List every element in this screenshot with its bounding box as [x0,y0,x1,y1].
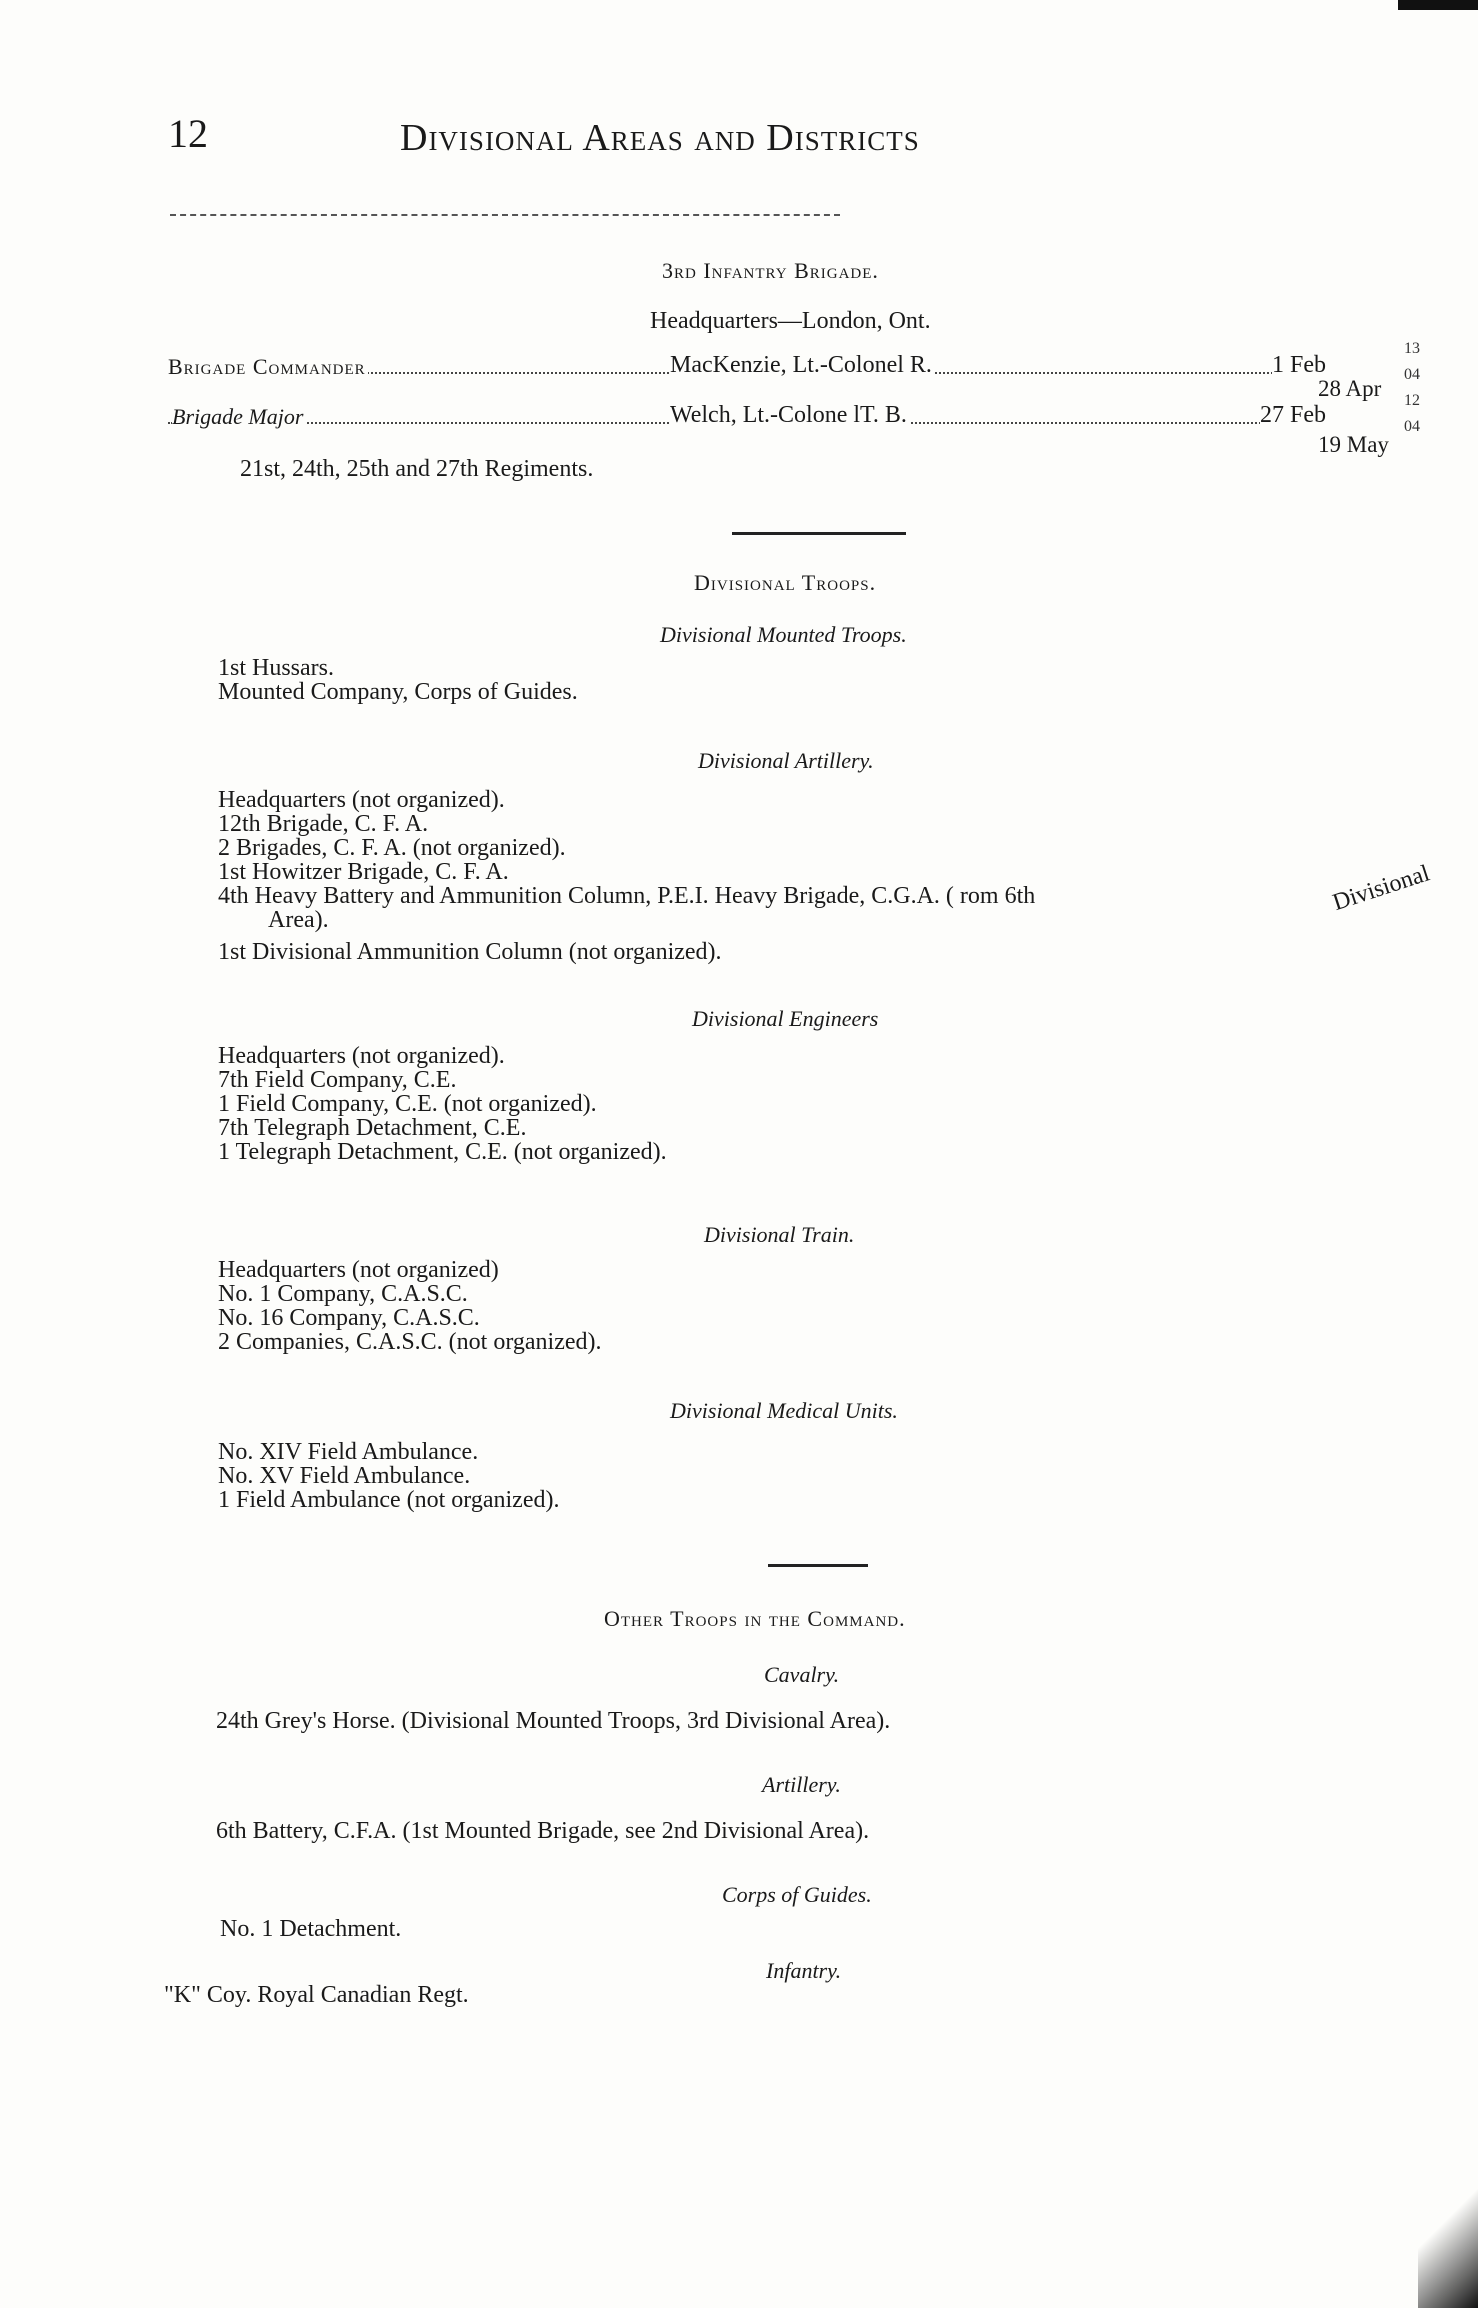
brigade-major-name: Welch, Lt.-Colone lT. B. [670,402,907,428]
engineers-list [218,1044,667,1164]
list-item: 1 Field Ambulance (not organized). [218,1487,560,1513]
guides-heading: Corps of Guides. [722,1882,872,1907]
other-troops-heading: Other Troops in the Command. [604,1606,906,1631]
cavalry-text: 24th Grey's Horse. (Divisional Mounted Troops, 3rd Divisional Area). [216,1708,891,1734]
brigade-major-date: 27 Feb [1260,402,1326,428]
infantry-heading: Infantry. [766,1958,842,1983]
brigade-extra-date-2: 19 May [1318,432,1389,457]
brigade-commander-row [168,352,1328,382]
section-divider [732,532,906,535]
margin-year: 12 [1404,392,1420,409]
list-item: 1st Hussars. [218,655,335,681]
list-item: No. XIV Field Ambulance. [218,1439,479,1465]
other-artillery-heading: Artillery. [762,1772,841,1797]
margin-year: 04 [1404,366,1420,383]
header-divider [170,214,840,216]
list-item: No. 16 Company, C.A.S.C. [218,1305,480,1331]
artillery-list [218,788,1035,964]
list-item: 1 Field Company, C.E. (not organized). [218,1091,597,1117]
other-artillery-text: 6th Battery, C.F.A. (1st Mounted Brigade, see 2nd Divisional Area). [216,1818,870,1844]
list-item: Headquarters (not organized) [218,1257,499,1283]
infantry-text: "K" Coy. Royal Canadian Regt. [164,1982,469,2008]
brigade-commander-role: Brigade Commander [168,354,366,379]
brigade-commander-date: 1 Feb [1272,352,1326,378]
list-item: No. XV Field Ambulance. [218,1463,471,1489]
train-list [218,1258,602,1354]
brigade-headquarters: Headquarters—London, Ont. [650,308,931,334]
margin-year: 13 [1404,340,1420,357]
list-item: 7th Telegraph Detachment, C.E. [218,1115,527,1141]
artillery-overflow-word: Divisional [1329,860,1433,917]
list-item: 4th Heavy Battery and Ammunition Column, P.E.I. Heavy Brigade, C.G.A. ( rom 6th [218,883,1036,909]
list-item: 1st Divisional Ammunition Column (not organized). [218,939,722,965]
brigade-heading: 3rd Infantry Brigade. [662,258,879,283]
train-heading: Divisional Train. [704,1222,855,1247]
list-item: 2 Brigades, C. F. A. (not organized). [218,835,566,861]
brigade-commander-name: MacKenzie, Lt.-Colonel R. [670,352,932,378]
guides-text: No. 1 Detachment. [220,1916,402,1942]
mounted-heading: Divisional Mounted Troops. [660,622,907,647]
list-item: 7th Field Company, C.E. [218,1067,457,1093]
list-item: Headquarters (not organized). [218,787,505,813]
medical-list [218,1440,559,1512]
mounted-list [218,656,578,704]
margin-years [1404,336,1420,440]
list-item: Area). [268,907,329,933]
artillery-heading: Divisional Artillery. [698,748,874,773]
page-title: Divisional Areas and Districts [400,117,920,159]
list-item: Headquarters (not organized). [218,1043,505,1069]
list-item: No. 1 Company, C.A.S.C. [218,1281,468,1307]
cavalry-heading: Cavalry. [764,1662,840,1687]
scan-shadow [1418,2168,1478,2308]
list-item: 12th Brigade, C. F. A. [218,811,429,837]
list-item: 2 Companies, C.A.S.C. (not organized). [218,1329,602,1355]
scan-shadow [1398,0,1478,10]
list-item: 1st Howitzer Brigade, C. F. A. [218,859,509,885]
section-divider [768,1564,868,1567]
divisional-troops-heading: Divisional Troops. [694,570,877,595]
medical-heading: Divisional Medical Units. [670,1398,898,1423]
brigade-major-role: Brigade Major [172,404,304,429]
margin-year: 04 [1404,418,1420,435]
brigade-major-row [168,402,1328,432]
list-item: Mounted Company, Corps of Guides. [218,679,578,705]
list-item: 1 Telegraph Detachment, C.E. (not organized). [218,1139,667,1165]
brigade-extra-date-1: 28 Apr [1318,376,1382,401]
page-number: 12 [168,111,208,156]
engineers-heading: Divisional Engineers [692,1006,879,1031]
brigade-regiments: 21st, 24th, 25th and 27th Regiments. [240,456,594,482]
